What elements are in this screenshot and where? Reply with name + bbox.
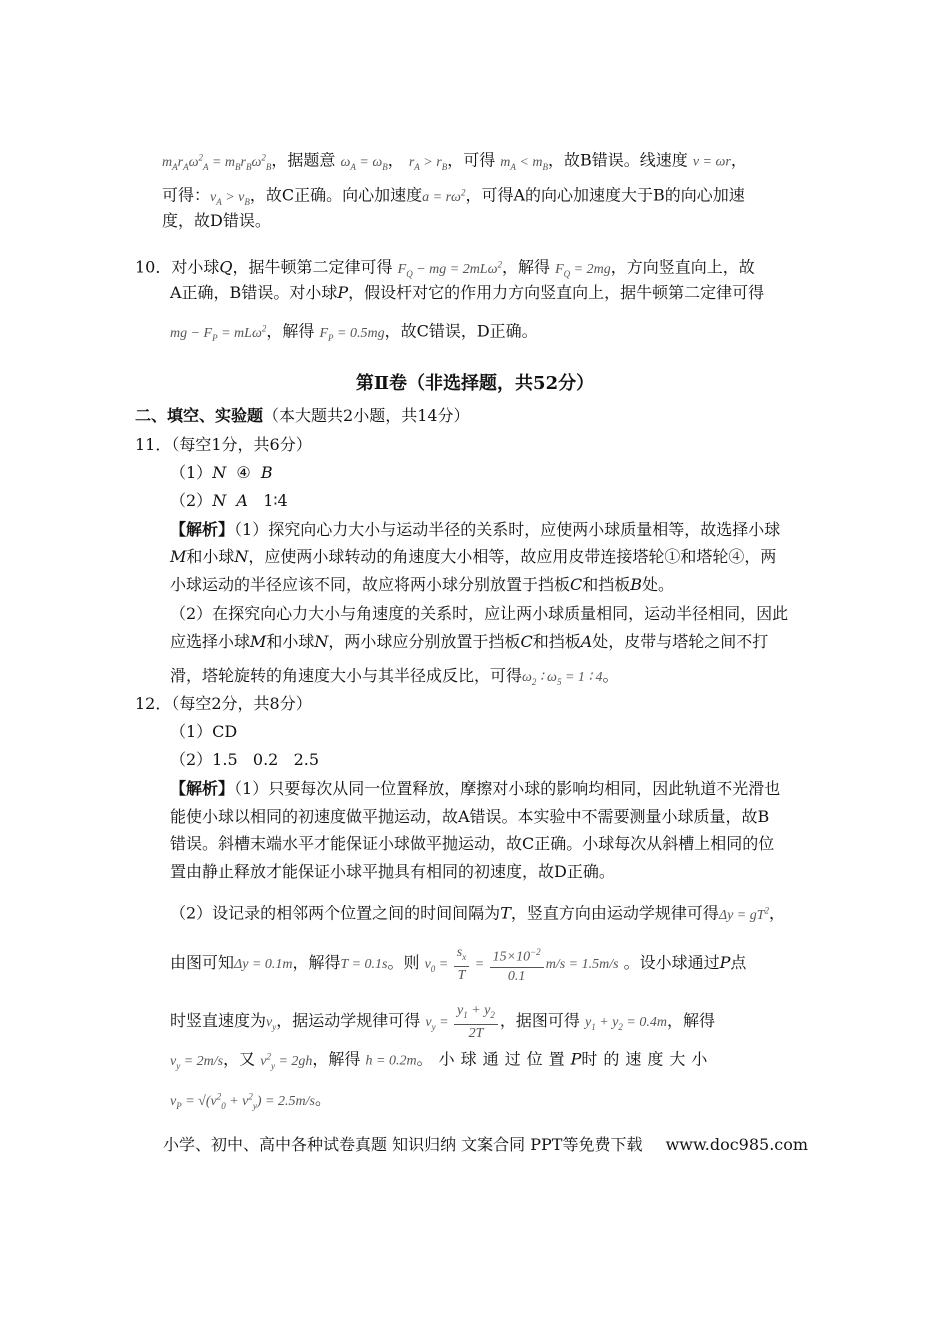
formula: $v_P = √(v^2_0 + v^2_y) = 2.5m/s$ bbox=[170, 1091, 315, 1111]
formula: $F_Q = 2mg$ bbox=[555, 261, 611, 279]
formula: $r_A > r_B$ bbox=[408, 154, 448, 172]
analysis-line: $v_P = √(v^2_0 + v^2_y) = 2.5m/s$。 bbox=[170, 1089, 331, 1111]
formula: $v_y = 2m/s$ bbox=[170, 1053, 224, 1071]
formula: $F_Q$ − mg = 2mLω$^2$ bbox=[397, 259, 502, 279]
answer-line: （1）CD bbox=[170, 722, 238, 741]
formula: $v_y$ = $\frac{y_1 + y_2}{2T}$ bbox=[425, 1015, 500, 1030]
question-10: 10．对小球Q，据牛顿第二定律可得 $F_Q$ − mg = 2mLω$^2$，解得 $F_Q = 2mg$，方向竖直向上，故 bbox=[135, 257, 755, 279]
footer-text: 小学、初中、高中各种试卷真题 知识归纳 文案合同 PPT等免费下载 bbox=[163, 1135, 643, 1154]
footer-url[interactable]: www.doc985.com bbox=[665, 1135, 809, 1154]
section-title: 第Ⅱ卷（非选择题，共52分） bbox=[355, 373, 595, 394]
text-line: mg − $F_P = mL\omega^2$，解得 $F_P = 0.5mg$，故C错误，D正确。 bbox=[170, 321, 538, 343]
analysis-line: M和小球N，应使两小球转动的角速度大小相等，故应用皮带连接塔轮①和塔轮④，两 bbox=[170, 547, 777, 566]
analysis-line: 能使小球以相同的初速度做平抛运动，故A错误。本实验中不需要测量小球质量，故B bbox=[170, 807, 770, 826]
formula: h = 0.2m bbox=[365, 1053, 417, 1069]
formula: $v_A > v_B$ bbox=[210, 189, 250, 207]
analysis-line: 由图可知Δy = 0.1m，解得T = 0.1s。则 $v_0$ = $\frac{s_x}{T}$ = $\frac{15\times 10^{-2}}{0.1}$ m/s = 1.5m/s 。设小球通过P点 bbox=[170, 945, 747, 985]
part-heading: 二、填空、实验题（本大题共2小题，共14分） bbox=[135, 406, 470, 425]
analysis-line: （2）设记录的相邻两个位置之间的时间间隔为T，竖直方向由运动学规律可得$\Delta y = gT^2$， bbox=[170, 903, 786, 923]
analysis-line: 置由静止释放才能保证小球平抛具有相同的初速度，故D正确。 bbox=[170, 862, 615, 881]
analysis-line: 应选择小球M和小球N，两小球应分别放置于挡板C和挡板A处，皮带与塔轮之间不打 bbox=[170, 632, 769, 651]
answer-line: （2）1.5 0.2 2.5 bbox=[170, 750, 320, 769]
formula: T = 0.1s bbox=[340, 957, 388, 972]
analysis-line: 滑，塔轮旋转的角速度大小与其半径成反比，可得$\omega_2$ ∶ $\omega_5 = 1$ ∶ 4。 bbox=[170, 666, 619, 687]
analysis-line: 【解析】（1）探究向心力大小与运动半径的关系时，应使两小球质量相等，故选择小球 bbox=[170, 520, 781, 539]
text-line: 度，故D错误。 bbox=[162, 211, 271, 230]
answer-line: （1）N ④ B bbox=[170, 463, 273, 482]
formula: $m_A < m_B$ bbox=[500, 154, 548, 172]
formula: $v^2_y = 2gh$ bbox=[260, 1051, 313, 1071]
formula: v = ωr bbox=[692, 154, 731, 170]
formula: $v_0$ = $\frac{s_x}{T}$ = $\frac{15\times 10^{-2}}{0.1}$ m/s = 1.5m/s bbox=[424, 945, 619, 985]
formula: mg − $F_P = mL\omega^2$ bbox=[170, 323, 267, 343]
formula: $\Delta y = gT^2$ bbox=[718, 905, 770, 923]
formula: $\omega_2$ ∶ $\omega_5 = 1$ ∶ 4 bbox=[522, 670, 603, 687]
text-line: 可得：$v_A > v_B$，故C正确。向心加速度$a = r\omega^2$，可得A的向心加速度大于B的向心加速 bbox=[162, 185, 745, 207]
footer bbox=[163, 1134, 808, 1156]
analysis-line: 错误。斜槽末端水平才能保证小球做平抛运动，故C正确。小球每次从斜槽上相同的位 bbox=[170, 834, 775, 853]
formula: $v_y$ bbox=[266, 1015, 277, 1032]
analysis-line: 小球运动的半径应该不同，故应将两小球分别放置于挡板C和挡板B处。 bbox=[170, 575, 675, 594]
analysis-line: 时竖直速度为$v_y$，据运动学规律可得 $v_y$ = $\frac{y_1 + y_2}{2T}$ ，据图可得 $y_1 + y_2 = 0.4m$，解得 bbox=[170, 1003, 715, 1042]
analysis-line: （2）在探究向心力大小与角速度的关系时，应让两小球质量相同，运动半径相同，因此 bbox=[170, 604, 789, 623]
formula: Δy = 0.1m bbox=[234, 957, 293, 972]
formula: $\omega_A = \omega_B$ bbox=[340, 154, 388, 172]
question-12: 12．（每空2分，共8分） bbox=[135, 694, 312, 713]
formula: $a = r\omega^2$ bbox=[422, 187, 466, 205]
text-line: A正确，B错误。对小球P，假设杆对它的作用力方向竖直向上，据牛顿第二定律可得 bbox=[170, 283, 765, 302]
analysis-line: 【解析】（1）只要每次从同一位置释放，摩擦对小球的影响均相同，因此轨道不光滑也 bbox=[170, 779, 781, 798]
question-11: 11．（每空1分，共6分） bbox=[135, 435, 312, 454]
formula: $m_Ar_A\omega^2_A = m_Br_B\omega^2_B$ bbox=[162, 152, 272, 172]
analysis-line: $v_y = 2m/s$，又 $v^2_y = 2gh$，解得 h = 0.2m。小球通过位置P时的速度大小 bbox=[170, 1049, 714, 1071]
text-line: $m_Ar_A\omega^2_A = m_Br_B\omega^2_B$，据题意 $\omega_A = \omega_B$， $r_A > r_B$，可得 $m_A < m_B$，故B错误。线速度 v = ωr， bbox=[162, 150, 747, 172]
formula: $F_P = 0.5mg$ bbox=[319, 325, 385, 343]
answer-line: （2）N A 1∶4 bbox=[170, 491, 288, 510]
formula: $y_1 + y_2 = 0.4m$ bbox=[585, 1015, 667, 1032]
